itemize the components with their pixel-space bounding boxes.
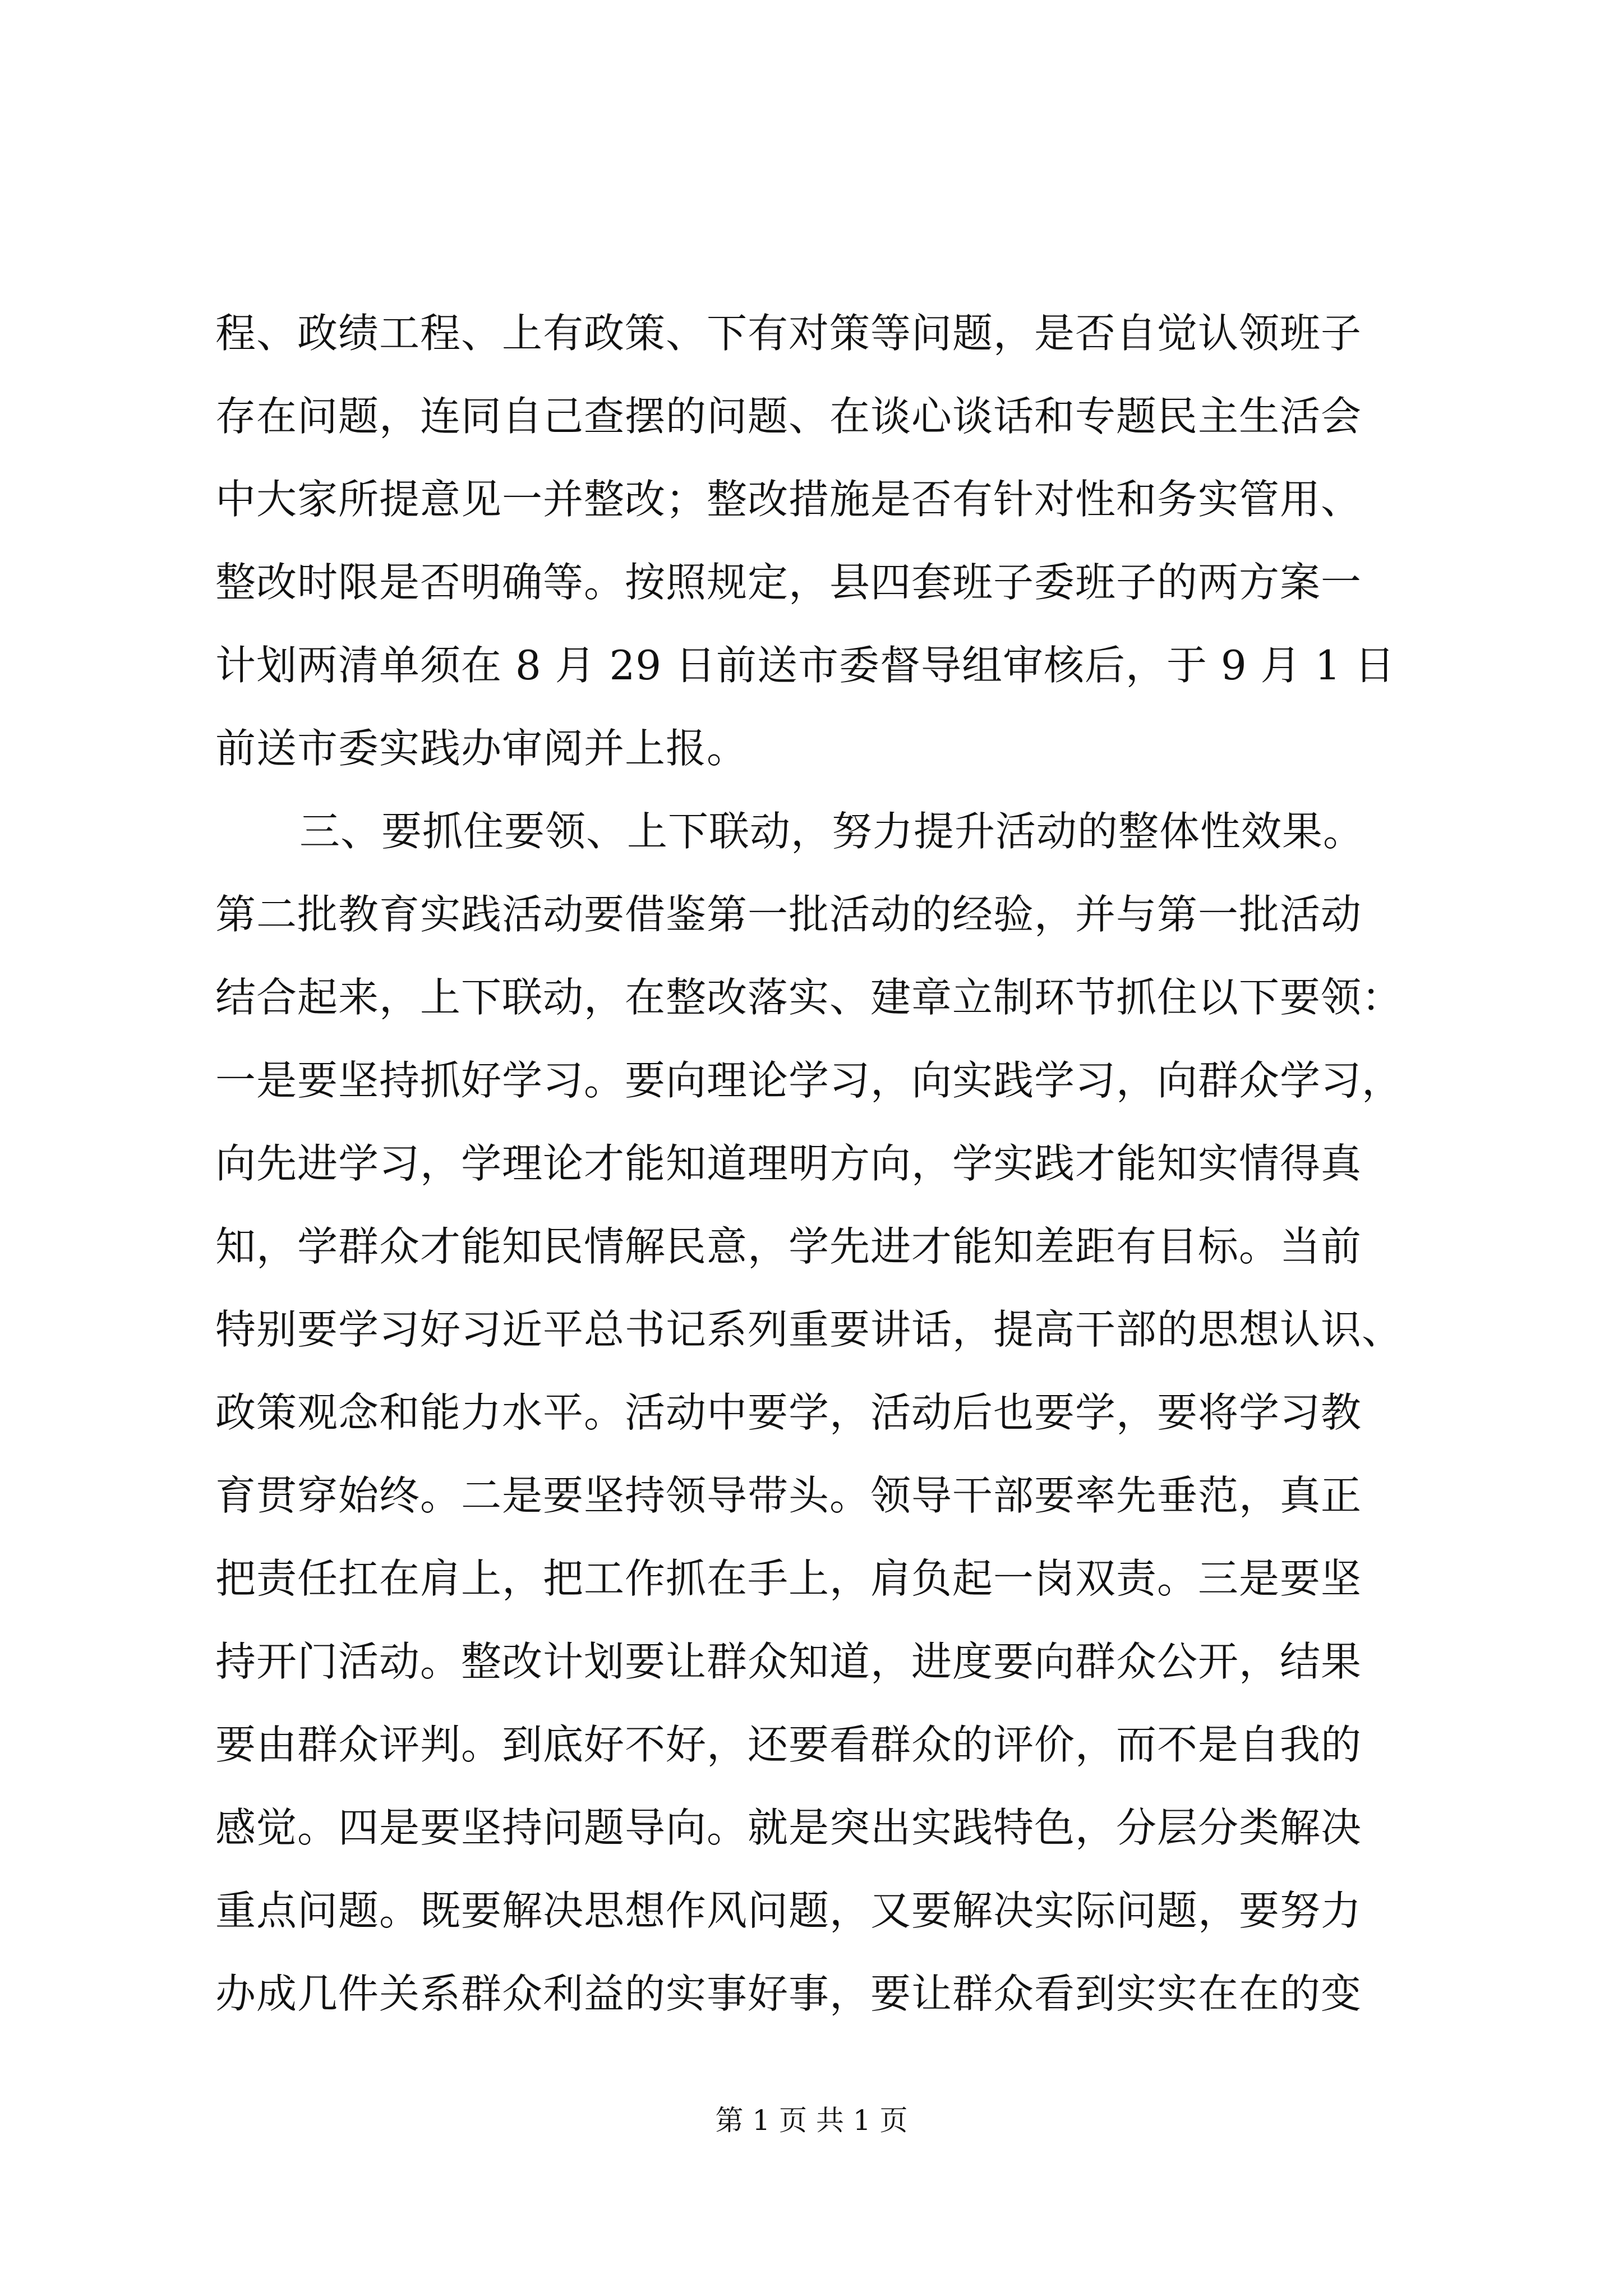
text-line: 政策观念和能力水平。活动中要学，活动后也要学，要将学习教 xyxy=(215,1389,1362,1436)
text-line: 要由群众评判。到底好不好，还要看群众的评价，而不是自我的 xyxy=(215,1721,1362,1768)
text-line: 结合起来，上下联动，在整改落实、建章立制环节抓住以下要领： xyxy=(215,974,1403,1021)
text-line: 重点问题。既要解决思想作风问题，又要解决实际问题，要努力 xyxy=(215,1887,1362,1934)
text-line: 把责任扛在肩上，把工作抓在手上，肩负起一岗双责。三是要坚 xyxy=(215,1555,1362,1602)
text-line: 中大家所提意见一并整改；整改措施是否有针对性和务实管用、 xyxy=(215,476,1362,523)
section-heading-line: 三、要抓住要领、上下联动，努力提升活动的整体性效果。 xyxy=(299,808,1364,855)
text-line: 程、政绩工程、上有政策、下有对策等问题，是否自觉认领班子 xyxy=(215,310,1362,357)
body-text xyxy=(215,292,1415,2035)
text-line: 特别要学习好习近平总书记系列重要讲话，提高干部的思想认识、 xyxy=(215,1306,1403,1353)
page-footer: 第 1 页 共 1 页 xyxy=(715,2104,908,2137)
text-line: 整改时限是否明确等。按照规定，县四套班子委班子的两方案一 xyxy=(215,559,1362,606)
text-line: 第二批教育实践活动要借鉴第一批活动的经验，并与第一批活动 xyxy=(215,891,1362,938)
text-line: 存在问题，连同自己查摆的问题、在谈心谈话和专题民主生活会 xyxy=(215,393,1362,440)
text-line: 感觉。四是要坚持问题导向。就是突出实践特色，分层分类解决 xyxy=(215,1804,1362,1851)
text-line: 知，学群众才能知民情解民意，学先进才能知差距有目标。当前 xyxy=(215,1223,1362,1270)
text-line: 向先进学习，学理论才能知道理明方向，学实践才能知实情得真 xyxy=(215,1140,1362,1187)
text-line: 持开门活动。整改计划要让群众知道，进度要向群众公开，结果 xyxy=(215,1638,1362,1685)
text-line: 办成几件关系群众利益的实事好事，要让群众看到实实在在的变 xyxy=(215,1970,1362,2017)
text-line: 前送市委实践办审阅并上报。 xyxy=(215,725,748,772)
text-line: 育贯穿始终。二是要坚持领导带头。领导干部要率先垂范，真正 xyxy=(215,1472,1362,1519)
text-line: 一是要坚持抓好学习。要向理论学习，向实践学习，向群众学习， xyxy=(215,1057,1403,1104)
text-line: 计划两清单须在 8 月 29 日前送市委督导组审核后，于 9 月 1 日 xyxy=(215,642,1396,689)
